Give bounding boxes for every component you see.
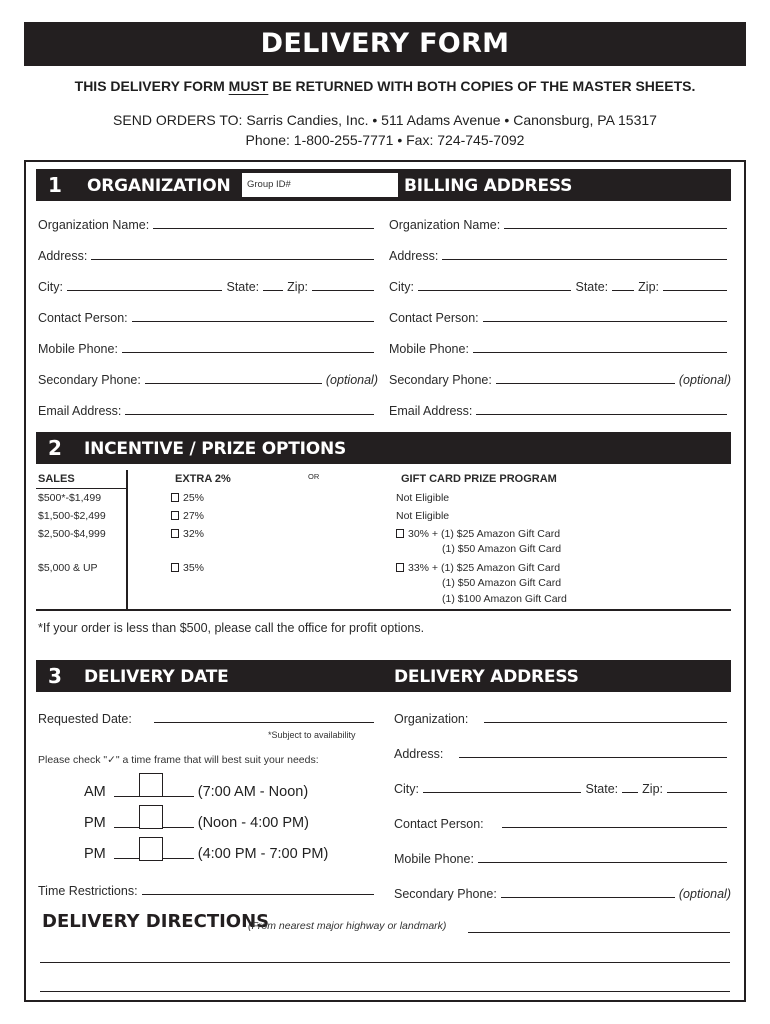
delivery-mobile-phone-field[interactable]: Mobile Phone: xyxy=(394,852,731,866)
table-header-rule xyxy=(36,488,126,489)
section2-title: INCENTIVE / PRIZE OPTIONS xyxy=(84,439,347,459)
group-id-field[interactable] xyxy=(241,172,399,198)
contact-person-field[interactable]: Contact Person: xyxy=(38,311,378,325)
col-or-label: OR xyxy=(308,472,320,481)
checkbox[interactable] xyxy=(396,563,404,572)
form-title: DELIVERY FORM xyxy=(24,22,746,66)
checkbox[interactable] xyxy=(396,529,404,538)
delivery-city-state-zip-field[interactable]: City: State: Zip: xyxy=(394,782,731,796)
return-notice: THIS DELIVERY FORM MUST BE RETURNED WITH BOTH COPIES OF THE MASTER SHEETS. xyxy=(74,78,696,94)
org-name-field[interactable]: Organization Name: xyxy=(38,218,378,232)
section2-number: 2 xyxy=(42,435,68,461)
billing-address-field[interactable]: Address: xyxy=(389,249,731,263)
billing-contact-person-field[interactable]: Contact Person: xyxy=(389,311,731,325)
delivery-organization-field[interactable]: Organization: xyxy=(394,712,731,726)
time-slot-pm-noon[interactable]: PM (Noon - 4:00 PM) xyxy=(84,815,309,831)
gift-option: Not Eligible xyxy=(396,492,450,504)
delivery-directions-note: (From nearest major highway or landmark) xyxy=(248,920,447,932)
delivery-address-field[interactable]: Address: xyxy=(394,747,731,761)
section3-number: 3 xyxy=(42,663,68,689)
billing-mobile-phone-field[interactable]: Mobile Phone: xyxy=(389,342,731,356)
sales-range: $1,500-$2,499 xyxy=(38,510,106,522)
secondary-phone-field[interactable]: Secondary Phone: (optional) xyxy=(38,373,378,387)
billing-secondary-phone-field[interactable]: Secondary Phone: (optional) xyxy=(389,373,731,387)
gift-option[interactable]: 30% + (1) $25 Amazon Gift Card xyxy=(396,528,560,540)
billing-address-title: BILLING ADDRESS xyxy=(404,176,573,196)
gift-option-sub: (1) $100 Amazon Gift Card xyxy=(442,593,567,605)
time-slot-pm-evening-checkbox[interactable] xyxy=(139,837,163,861)
time-slot-am[interactable]: AM (7:00 AM - Noon) xyxy=(84,784,309,800)
delivery-contact-person-field[interactable]: Contact Person: xyxy=(394,817,731,831)
availability-note: *Subject to availability xyxy=(268,730,356,740)
table-bottom-rule xyxy=(36,609,731,611)
extra-option[interactable]: 35% xyxy=(171,562,204,574)
sales-range: $5,000 & UP xyxy=(38,562,98,574)
extra-option[interactable]: 25% xyxy=(171,492,204,504)
directions-line-1[interactable] xyxy=(468,932,730,933)
send-orders-phone: Phone: 1-800-255-7771 • Fax: 724-745-7092 xyxy=(245,132,525,148)
gift-option[interactable]: 33% + (1) $25 Amazon Gift Card xyxy=(396,562,560,574)
address-field[interactable]: Address: xyxy=(38,249,378,263)
profit-footnote: *If your order is less than $500, please call the office for profit options. xyxy=(38,621,425,635)
delivery-directions-title: DELIVERY DIRECTIONS xyxy=(42,911,270,932)
billing-email-field[interactable]: Email Address: xyxy=(389,404,731,418)
directions-line-3[interactable] xyxy=(40,991,730,992)
sales-range: $500*-$1,499 xyxy=(38,492,102,504)
directions-line-2[interactable] xyxy=(40,962,730,963)
group-id-label: Group ID# xyxy=(247,179,291,190)
col-extra-header: EXTRA 2% xyxy=(175,473,231,485)
delivery-address-title: DELIVERY ADDRESS xyxy=(394,667,579,687)
checkbox[interactable] xyxy=(171,563,179,572)
table-column-divider xyxy=(126,470,128,611)
send-orders-address: SEND ORDERS TO: Sarris Candies, Inc. • 511 Adams Avenue • Canonsburg, PA 15317 xyxy=(113,112,657,128)
time-restrictions-field[interactable]: Time Restrictions: xyxy=(38,884,378,898)
checkbox[interactable] xyxy=(171,529,179,538)
send-orders-info xyxy=(24,110,746,150)
section1-title: ORGANIZATION xyxy=(87,176,231,196)
delivery-secondary-phone-field[interactable]: Secondary Phone: (optional) xyxy=(394,887,731,901)
gift-option-sub: (1) $50 Amazon Gift Card xyxy=(442,543,562,555)
col-sales-header: SALES xyxy=(38,473,75,485)
billing-city-state-zip-field[interactable]: City: State: Zip: xyxy=(389,280,731,294)
email-field[interactable]: Email Address: xyxy=(38,404,378,418)
checkbox[interactable] xyxy=(171,493,179,502)
checkbox[interactable] xyxy=(171,511,179,520)
city-state-zip-field[interactable]: City: State: Zip: xyxy=(38,280,378,294)
requested-date-field[interactable]: Requested Date: xyxy=(38,712,378,726)
sales-range: $2,500-$4,999 xyxy=(38,528,106,540)
mobile-phone-field[interactable]: Mobile Phone: xyxy=(38,342,378,356)
time-frame-instruction: Please check "✓" a time frame that will best suit your needs: xyxy=(38,754,319,766)
gift-option: Not Eligible xyxy=(396,510,450,522)
time-slot-am-checkbox[interactable] xyxy=(139,773,163,797)
billing-org-name-field[interactable]: Organization Name: xyxy=(389,218,731,232)
section1-number: 1 xyxy=(42,172,68,198)
gift-option-sub: (1) $50 Amazon Gift Card xyxy=(442,577,562,589)
extra-option[interactable]: 27% xyxy=(171,510,204,522)
extra-option[interactable]: 32% xyxy=(171,528,204,540)
col-gift-header: GIFT CARD PRIZE PROGRAM xyxy=(401,473,557,485)
section3-title: DELIVERY DATE xyxy=(84,667,229,687)
time-slot-pm-noon-checkbox[interactable] xyxy=(139,805,163,829)
time-slot-pm-evening[interactable]: PM (4:00 PM - 7:00 PM) xyxy=(84,846,329,862)
